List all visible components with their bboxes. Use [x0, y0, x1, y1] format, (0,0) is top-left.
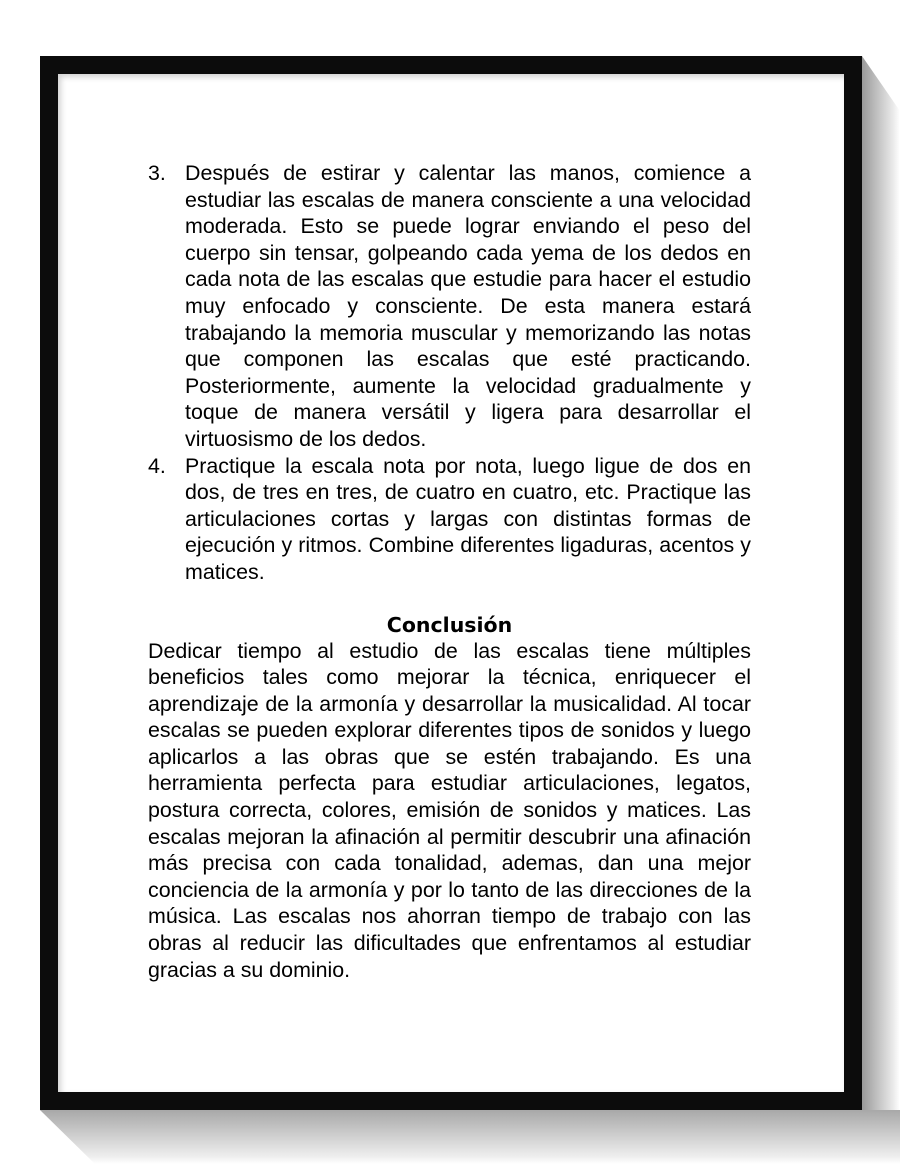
list-item-text: Practique la escala nota por nota, luego ligue de dos en dos, de tres en tres, de cuatro en cuatro, etc. Practique las articulaciones cortas y largas con distintas formas de ejecución y ritmos. Combine diferentes ligaduras, acentos y matices. [185, 453, 751, 584]
document-page [58, 74, 844, 1092]
page-content [148, 160, 751, 983]
list-item [148, 160, 751, 453]
picture-frame [40, 56, 862, 1110]
list-item-number: 4. [148, 453, 166, 478]
conclusion-paragraph: Dedicar tiempo al estudio de las escalas tiene múltiples beneficios tales como mejorar la técnica, enriquecer el aprendizaje de la armonía y desarrollar la musicalidad. Al tocar escalas se pueden explorar diferentes tipos de sonidos y luego aplicarlos a las obras que se estén trabajando. Es una herramienta perfecta para estudiar articulaciones, legatos, postura correcta, colores, emisión de sonidos y matices. Las escalas mejoran la afinación al permitir descubrir una afinación más precisa con cada tonalidad, ademas, dan una mejor conciencia de la armonía y por lo tanto de las direcciones de la música. Las escalas nos ahorran tiempo de trabajo con las obras al reducir las dificultades que enfrentamos al estudiar gracias a su dominio. [148, 638, 751, 982]
section-heading: Conclusión [386, 612, 513, 637]
frame-shadow-right [862, 56, 900, 1164]
numbered-list [148, 160, 751, 586]
frame-shadow-bottom [40, 1110, 900, 1164]
list-item-number: 3. [148, 161, 166, 185]
list-item-text: Después de estirar y calentar las manos, comience a estudiar las escalas de manera consciente a una velocidad moderada. Esto se puede lograr enviando el peso del cuerpo sin tensar, golpeando cada yema de los dedos en cada nota de las escalas que estudie para hacer el estudio muy enfocado y consciente. De esta manera estará trabajando la memoria muscular y memorizando las notas que componen las escalas que esté practicando. Posteriormente, aumente la velocidad gradualmente y toque de manera versátil y ligera para desarrollar el virtuosismo de los dedos. [185, 161, 751, 451]
list-item [148, 453, 751, 586]
